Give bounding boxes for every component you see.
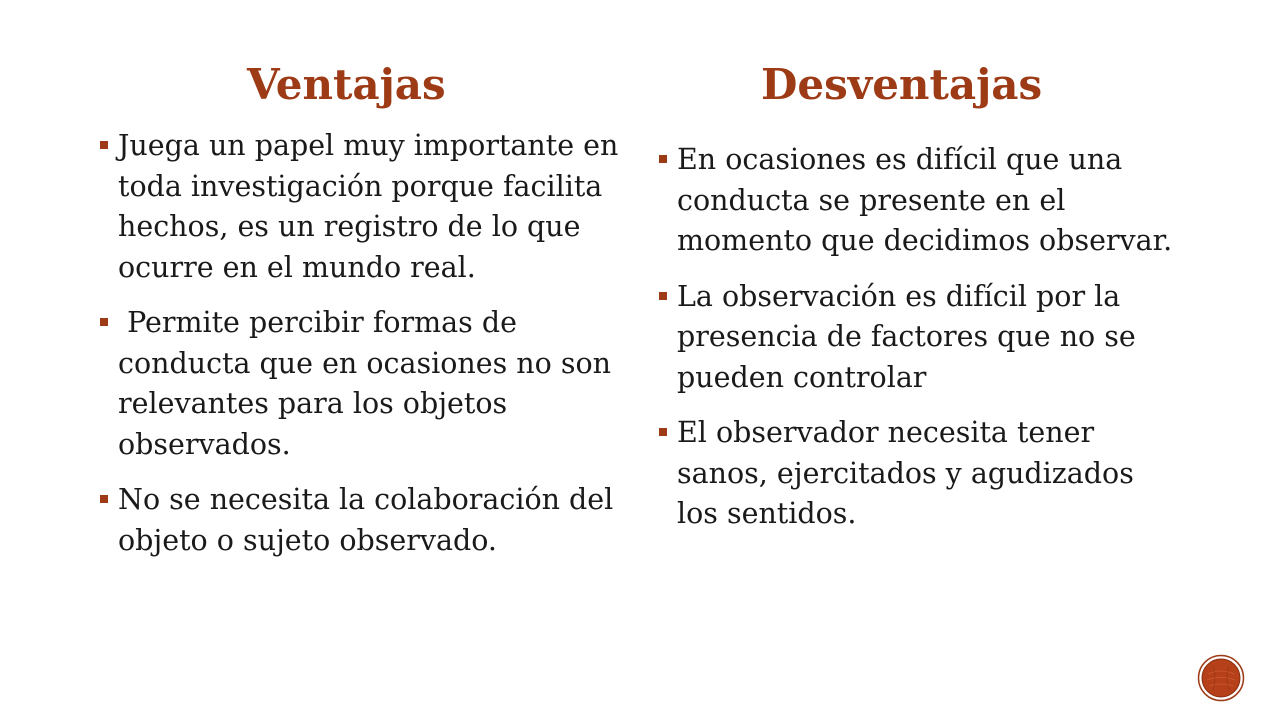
square-bullet-icon bbox=[659, 292, 667, 300]
ventajas-item bbox=[100, 480, 625, 561]
ventajas-item-text: No se necesita la colaboración del objeto o sujeto observado. bbox=[118, 483, 614, 557]
desventajas-list bbox=[659, 140, 1179, 550]
desventajas-item-text: La observación es difícil por la presencia de factores que no se pueden controlar bbox=[677, 279, 1136, 394]
square-bullet-icon bbox=[100, 495, 108, 503]
desventajas-item bbox=[659, 140, 1179, 262]
ventajas-item bbox=[100, 303, 625, 465]
square-bullet-icon bbox=[659, 428, 667, 436]
desventajas-item bbox=[659, 277, 1179, 399]
ventajas-list bbox=[100, 126, 625, 576]
desventajas-item bbox=[659, 413, 1179, 535]
square-bullet-icon bbox=[100, 141, 108, 149]
ventajas-item-text: Permite percibir formas de conducta que en ocasiones no son relevantes para los objetos observados. bbox=[118, 306, 621, 461]
circle-logo-icon bbox=[1197, 654, 1245, 702]
desventajas-item-text: El observador necesita tener sanos, ejercitados y agudizados los sentidos. bbox=[677, 416, 1134, 530]
ventajas-item-text: Juega un papel muy importante en toda investigación porque facilita hechos, es un registro de lo que ocurre en el mundo real. bbox=[118, 129, 619, 284]
desventajas-heading: Desventajas bbox=[761, 60, 1043, 109]
ventajas-item bbox=[100, 126, 625, 288]
desventajas-item-text: En ocasiones es difícil que una conducta se presente en el momento que decidimos observar. bbox=[677, 143, 1173, 257]
ventajas-heading: Ventajas bbox=[247, 60, 446, 109]
square-bullet-icon bbox=[100, 318, 108, 326]
square-bullet-icon bbox=[659, 155, 667, 163]
